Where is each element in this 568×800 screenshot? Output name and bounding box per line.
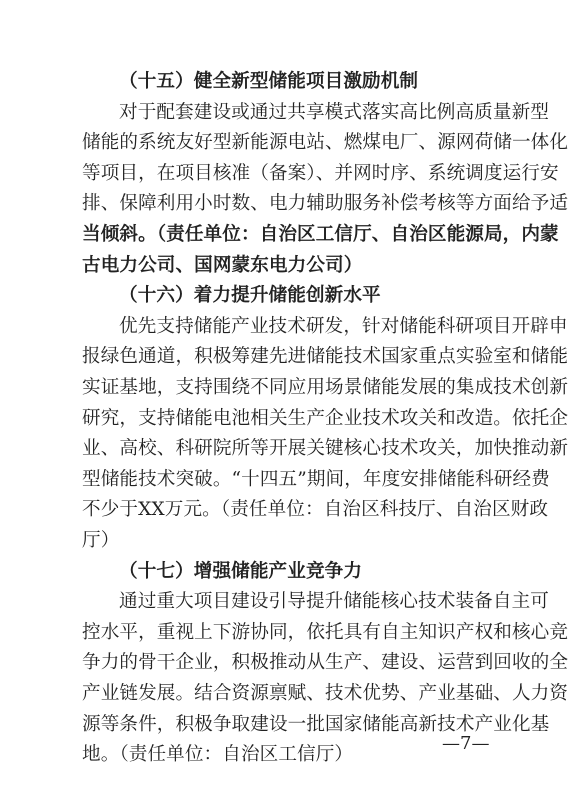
paragraph-line: 争力的骨干企业，积极推动从生产、建设、运营到回收的全 (82, 652, 568, 674)
paragraph-line: 储能的系统友好型新能源电站、燃煤电厂、源网荷储一体化 (82, 132, 568, 154)
paragraph-line: 不少于XX万元。（责任单位：自治区科技厅、自治区财政 (82, 499, 549, 521)
paragraph-line: 研究，支持储能电池相关生产企业技术攻关和改造。依托企 (82, 407, 568, 429)
paragraph-line: 型储能技术突破。“十四五”期间，年度安排储能科研经费 (82, 468, 550, 490)
paragraph-line: 等项目，在项目核准（备案）、并网时序、系统调度运行安 (82, 162, 559, 184)
paragraph-line: 业、高校、科研院所等开展关键核心技术攻关，加快推动新 (82, 438, 568, 460)
paragraph-line: 当倾斜。（责任单位：自治区工信厅、自治区能源局，内蒙 (82, 224, 559, 245)
paragraph-line: 控水平，重视上下游协同，依托具有自主知识产权和核心竞 (82, 621, 568, 643)
paragraph-line: 厅） (82, 530, 120, 551)
section-heading-17: （十七）增强储能产业竞争力 (119, 560, 363, 582)
paragraph-line: 实证基地，支持围绕不同应用场景储能发展的集成技术创新 (82, 377, 568, 398)
paragraph-line: 通过重大项目建设引导提升储能核心技术装备自主可 (119, 591, 549, 613)
section-heading-16: （十六）着力提升储能创新水平 (119, 285, 381, 307)
paragraph-line: 优先支持储能产业技术研发，针对储能科研项目开辟申 (119, 315, 568, 337)
section-heading-15: （十五）健全新型储能项目激励机制 (119, 71, 419, 92)
paragraph-line: 产业链发展。结合资源禀赋、技术优势、产业基础、人力资 (82, 683, 568, 704)
paragraph-line: 地。（责任单位：自治区工信厅） (82, 744, 354, 766)
paragraph-line: 古电力公司、国网蒙东电力公司） (82, 254, 363, 276)
paragraph-line: 报绿色通道，积极筹建先进储能技术国家重点实验室和储能 (82, 346, 568, 368)
paragraph-line: 源等条件，积极争取建设一批国家储能高新技术产业化基 (82, 713, 550, 735)
paragraph-line: 对于配套建设或通过共享模式落实高比例高质量新型 (119, 101, 549, 123)
paragraph-line: 排、保障利用小时数、电力辅助服务补偿考核等方面给予适 (82, 193, 568, 215)
page-number: —7— (442, 733, 490, 754)
